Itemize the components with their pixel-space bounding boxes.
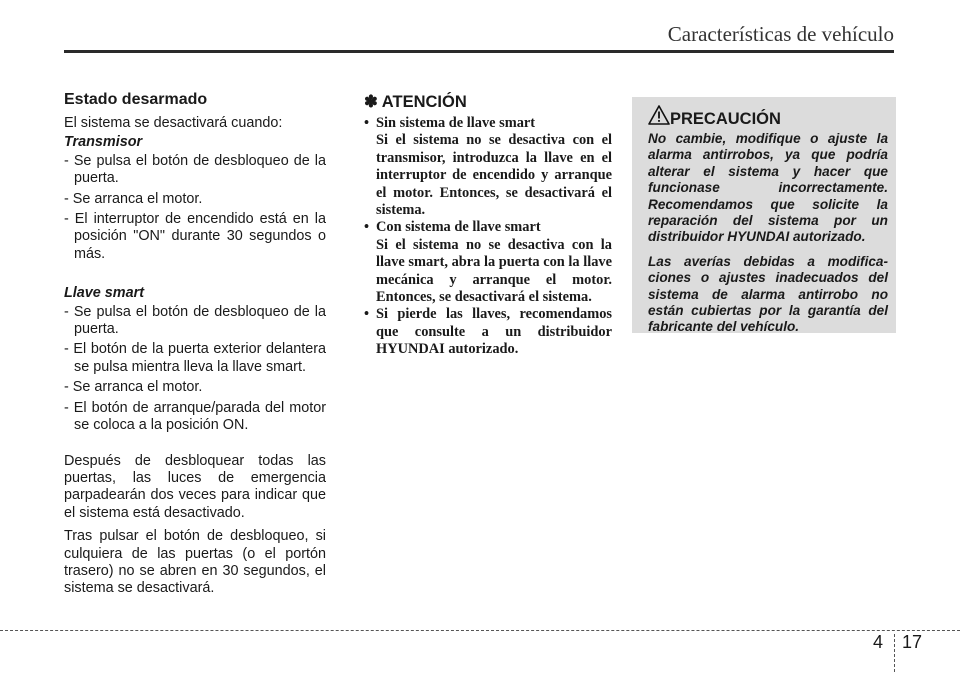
list-item: - El botón de la puerta exterior delantera se pulsa mientra lleva la llave smart.	[64, 341, 326, 375]
list-item: - Se arranca el motor.	[64, 190, 203, 207]
header-divider	[64, 50, 894, 53]
list-item: - Se pulsa el botón de desbloqueo de la puerta.	[64, 152, 326, 187]
chapter-number: 4	[873, 632, 884, 652]
attention-item-body: Si el sistema no se desactiva con el transmisor, introduzca la llave en el interruptor de encendido y arranque el motor. Entonces, se desactivará el sistema.	[376, 132, 612, 219]
list-item: - El interruptor de encendido está en la posición "ON" durante 30 segundos o más.	[64, 211, 326, 262]
paragraph: Después de desbloquear todas las puertas, las luces de emergencia parpadearán dos veces para indicar que el sistema está desactivado.	[64, 452, 326, 521]
attention-item-lead: Sin sistema de llave smart	[376, 115, 536, 131]
attention-item-body: Si el sistema no se desactiva con la llave smart, abra la puerta con la llave mecánica y arranque el motor. Entonces, se desactivará el sistema.	[376, 236, 612, 306]
attention-heading: ✽ ATENCIÓN	[364, 93, 467, 111]
caution-paragraph: No cambie, modifique o ajuste la alarma antirrobos, ya que podría alterar el sistema y hacer que funcionase incorrectamente. Recomendamos que solicite la reparación del sistema por un distribuidor HYUNDAI autorizado.	[648, 131, 888, 245]
attention-item	[364, 219, 612, 306]
bullet-icon: •	[364, 306, 370, 323]
page-number: 17	[902, 632, 923, 652]
attention-item-body: Si pierde las llaves, recomendamos que consulte a un distribuidor HYUNDAI autorizado.	[376, 306, 612, 358]
bullet-icon: •	[364, 219, 370, 236]
section-heading: Estado desarmado	[64, 91, 208, 108]
footer-divider	[0, 630, 960, 631]
caution-box	[632, 97, 896, 333]
attention-column	[364, 92, 612, 359]
bullet-icon: •	[364, 115, 370, 131]
subheading-transmisor: Transmisor	[64, 134, 143, 151]
list-item: - Se arranca el motor.	[64, 379, 203, 396]
caution-body	[648, 131, 888, 344]
attention-item-lead: Con sistema de llave smart	[376, 219, 541, 236]
warning-triangle-icon	[648, 105, 670, 125]
page-number-separator	[894, 634, 895, 672]
subheading-llave-smart: Llave smart	[64, 285, 144, 302]
caution-title: PRECAUCIÓN	[670, 110, 781, 128]
chapter-title: Características de vehículo	[667, 22, 894, 46]
paragraph: Tras pulsar el botón de desbloqueo, si culquiera de las puertas (o el portón trasero) no se abren en 30 segundos, el sistema se desactivará.	[64, 528, 326, 597]
intro-text: El sistema se desactivará cuando:	[64, 115, 283, 131]
attention-item	[364, 115, 612, 219]
caution-paragraph: Las averías debidas a modifica-ciones o ajustes inadecuados del sistema de alarma antirrobo no están cubiertas por la garantía del fabricante del vehículo.	[648, 253, 888, 335]
list-item: - El botón de arranque/parada del motor se coloca a la posición ON.	[64, 399, 326, 434]
list-item: - Se pulsa el botón de desbloqueo de la puerta.	[64, 303, 326, 338]
attention-item	[364, 306, 612, 358]
left-column	[64, 90, 326, 604]
